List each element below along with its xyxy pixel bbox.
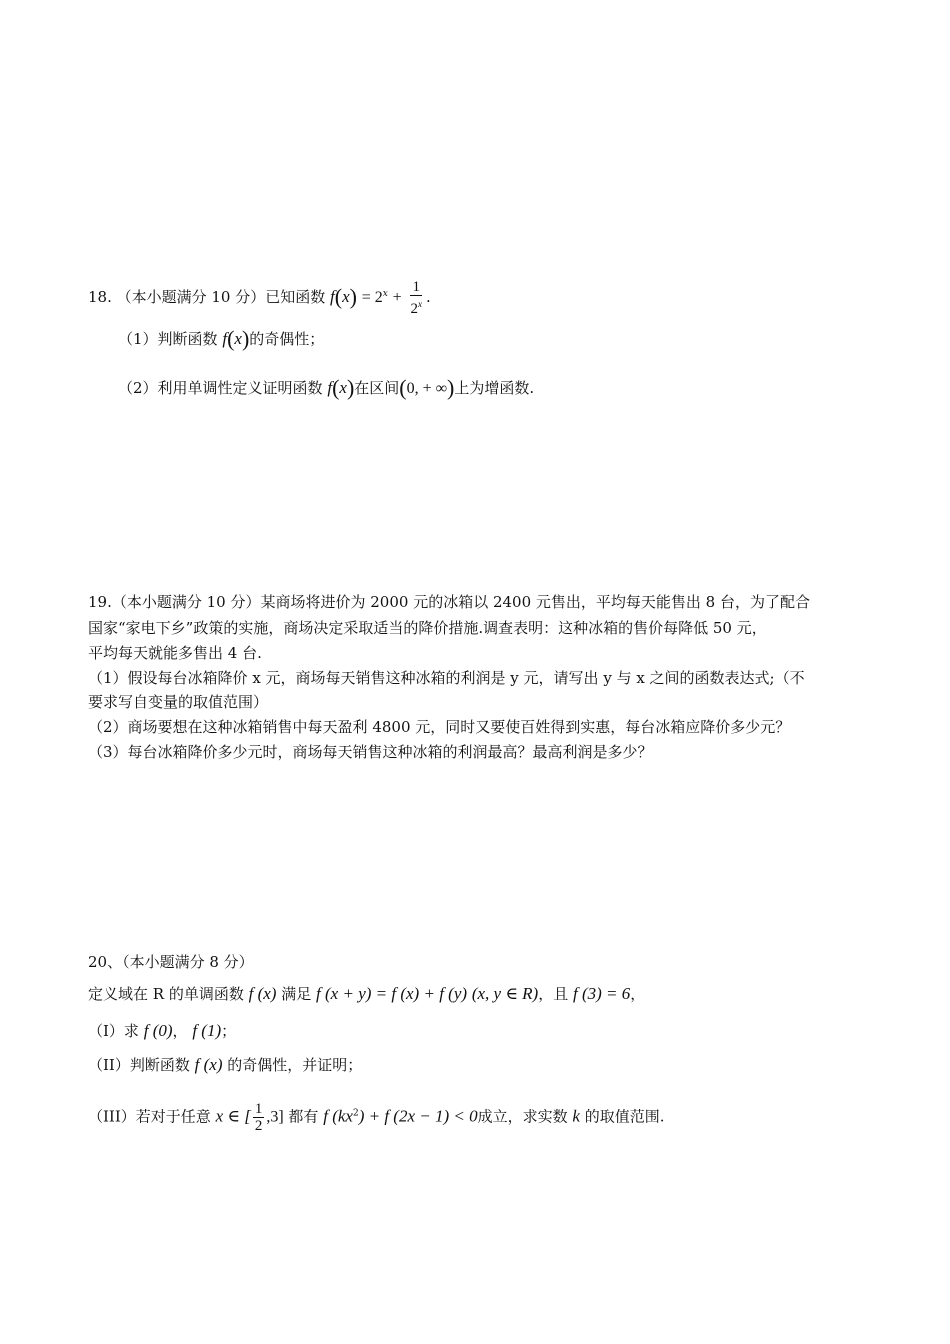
q18-p2-suffix: 上为增函数. (454, 379, 535, 397)
q18-p1-f: f (222, 329, 228, 348)
q20-ii-fx: f (x) (194, 1055, 223, 1074)
q20-half-fraction (253, 1101, 265, 1134)
q20-part-ii (88, 1055, 878, 1075)
q18-frac-num: 1 (412, 279, 420, 295)
q18-p1-x: x (234, 329, 242, 348)
q18-f: f (330, 287, 335, 306)
q20-range-end: ,3] (266, 1108, 284, 1126)
q20-k: k (572, 1106, 580, 1126)
q19-line2: 国家“家电下乡”政策的实施，商场决定采取适当的降价措施.调查表明：这种冰箱的售价每降低 50 元， (88, 619, 767, 637)
q20-part-iii (88, 1101, 878, 1134)
q19-line7: （3）每台冰箱降价多少元时，商场每天销售这种冰箱的利润最高？最高利润是多少？ (88, 743, 653, 761)
q18-p1-suffix: 的奇偶性； (249, 330, 325, 348)
q20-definition (88, 984, 878, 1004)
q20-iii-mid2: 成立，求实数 (477, 1107, 568, 1126)
q19-line6: （2）商场要想在这种冰箱销售中每天盈利 4800 元，同时又要使百姓得到实惠，每台冰箱应降价多少元？ (88, 718, 791, 736)
q20-domain: (x, y ∈ R) (471, 984, 539, 1003)
q18-exp: x (382, 289, 388, 299)
q20-def-end: ， (630, 985, 646, 1003)
q20-part-i (88, 1021, 878, 1041)
q18-p1-prefix: （1）判断函数 (118, 330, 218, 348)
q20-f0: f (0) (143, 1021, 173, 1040)
q20-def-prefix: 定义域在 R 的单调函数 (88, 985, 244, 1003)
q20-i-end: ； (221, 1022, 237, 1040)
q19-line3: 平均每天就能多售出 4 台. (88, 644, 262, 662)
q20-half-num: 1 (254, 1101, 263, 1117)
q20-f1: f (1) (192, 1021, 222, 1040)
q18-frac-den (408, 296, 424, 317)
q18-eq: = 2 (361, 289, 383, 306)
q20-func-eq: f (x + y) = f (x) + f (y) (316, 984, 468, 1003)
q20-header: 20、（本小题满分 8 分） (88, 953, 254, 971)
q20-ii-suffix: 的奇偶性，并证明； (227, 1056, 363, 1074)
q18-plus: + (392, 289, 402, 306)
q20-ineq-b: ) + f (2x − 1) < 0 (358, 1106, 478, 1126)
q18-p2-mid: 在区间 (354, 379, 400, 397)
q18-x: x (342, 287, 350, 306)
q18-p2-prefix: （2）利用单调性定义证明函数 (118, 379, 323, 397)
q20-x-in: x ∈ [ (215, 1106, 251, 1126)
q19-line4: （1）假设每台冰箱降价 x 元，商场每天销售这种冰箱的利润是 y 元，请写出 y 与 x 之间的函数表达式;（不 (88, 669, 805, 687)
q18-p2-f: f (327, 378, 333, 397)
q18-header-line: 18. （本小题满分 10 分）已知函数 $f(x) = 2^x$ + $\frac{1}{2^x}$ . (88, 279, 431, 317)
q20-half-den: 2 (254, 1118, 263, 1134)
q20-fx: f (x) (248, 984, 277, 1003)
q18-fraction (408, 279, 424, 317)
q18-end: . (425, 288, 431, 306)
q18-part1: （1）判断函数 f(x)的奇偶性； (118, 326, 325, 351)
q20-i-prefix: （I）求 (88, 1022, 139, 1040)
q18-frac-den-base: 2 (410, 301, 418, 317)
q18-interval: 0, + ∞ (406, 380, 448, 397)
q19-line1: 19.（本小题满分 10 分）某商场将进价为 2000 元的冰箱以 2400 元售出，平均每天能售出 8 台，为了配合 (88, 593, 810, 611)
q20-f3: f (3) = 6 (573, 984, 631, 1003)
q18-part2: （2）利用单调性定义证明函数 f(x)在区间(0, + ∞)上为增函数. (118, 375, 535, 400)
q20-iii-prefix: （III）若对于任意 (88, 1107, 211, 1126)
q20-ii-prefix: （II）判断函数 (88, 1056, 190, 1074)
q20-ineq-a: f (kx (323, 1106, 353, 1126)
q20-def-and: ，且 (538, 985, 569, 1003)
q19-line5: 要求写自变量的取值范围） (88, 693, 269, 711)
q20-iii-end: 的取值范围. (584, 1107, 665, 1126)
q18-header: 18. （本小题满分 10 分）已知函数 (88, 288, 326, 306)
q18-p2-x: x (339, 378, 347, 397)
q20-square: 2 (352, 1108, 359, 1119)
q20-def-mid: 满足 (281, 985, 312, 1003)
q20-iii-mid: 都有 (288, 1107, 319, 1126)
q20-i-comma: ， (172, 1022, 188, 1040)
q18-frac-den-exp: x (417, 299, 422, 309)
